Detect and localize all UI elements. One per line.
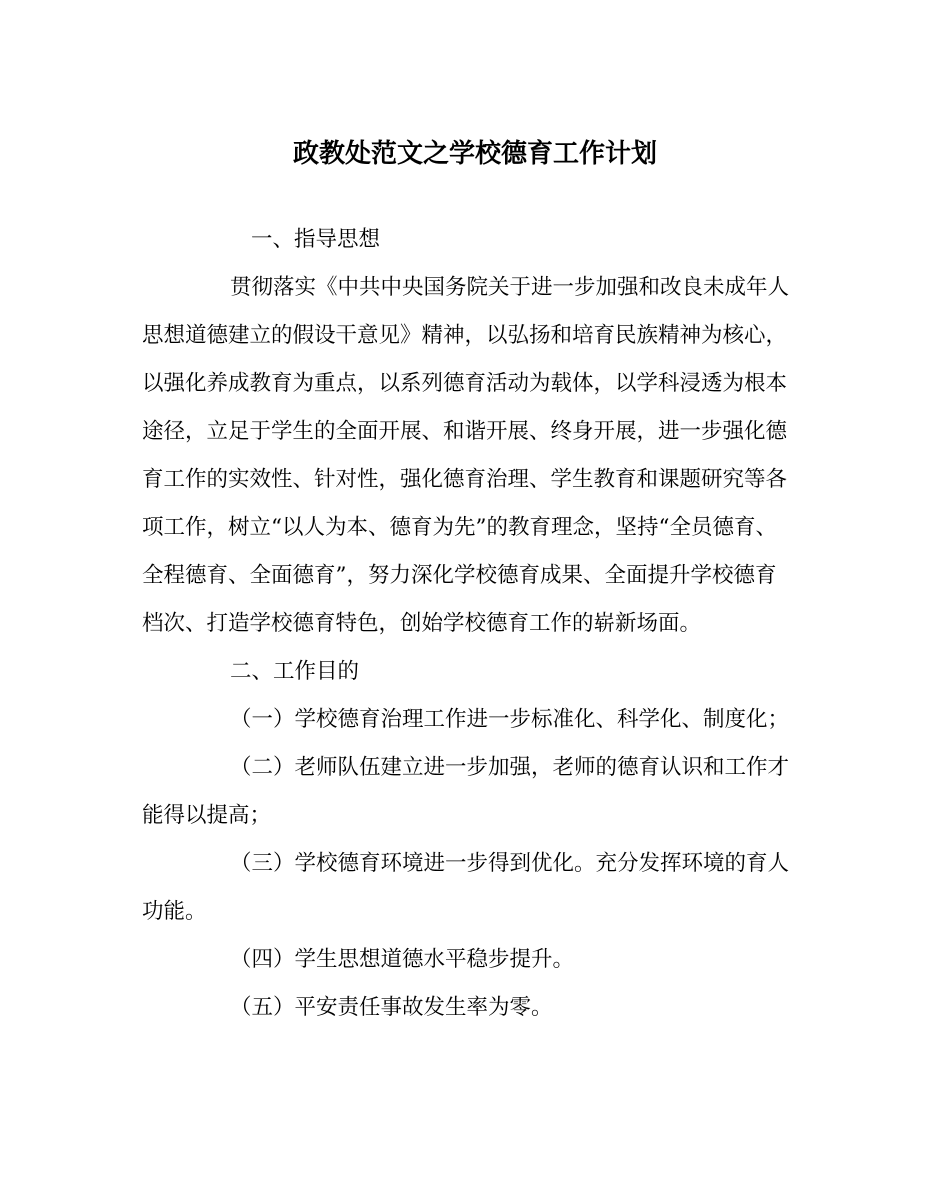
- paragraph-line: 途径，立足于学生的全面开展、和谐开展、终身开展，进一步强化德: [142, 419, 788, 444]
- paragraph-line: 以强化养成教育为重点，以系列德育活动为载体，以学科浸透为根本: [142, 371, 788, 396]
- goal-item-4: （四）学生思想道德水平稳步提升。: [230, 947, 575, 972]
- section-heading-work-goals: 二、工作目的: [230, 659, 360, 684]
- paragraph-line: 全程德育、全面德育”，努力深化学校德育成果、全面提升学校德育: [142, 563, 777, 588]
- paragraph-line: 档次、打造学校德育特色，创始学校德育工作的崭新场面。: [142, 611, 702, 636]
- paragraph-line: 思想道德建立的假设干意见》精神，以弘扬和培育民族精神为核心，: [142, 323, 788, 348]
- paragraph-line: 项工作，树立“以人为本、德育为先”的教育理念，坚持“全员德育、: [142, 515, 777, 540]
- section-heading-guiding-thought: 一、指导思想: [251, 227, 381, 252]
- goal-item-3-continued: 功能。: [142, 899, 207, 924]
- goal-item-5: （五）平安责任事故发生率为零。: [230, 995, 553, 1020]
- goal-item-2-continued: 能得以提高；: [142, 803, 272, 828]
- document-title: 政教处范文之学校德育工作计划: [292, 139, 657, 169]
- goal-item-2: （二）老师队伍建立进一步加强，老师的德育认识和工作才: [230, 755, 790, 780]
- paragraph-line: 育工作的实效性、针对性，强化德育治理、学生教育和课题研究等各: [142, 467, 788, 492]
- goal-item-3: （三）学校德育环境进一步得到优化。充分发挥环境的育人: [230, 851, 790, 876]
- paragraph-line: 贯彻落实《中共中央国务院关于进一步加强和改良未成年人: [230, 275, 790, 300]
- goal-item-1: （一）学校德育治理工作进一步标准化、科学化、制度化；: [230, 707, 790, 732]
